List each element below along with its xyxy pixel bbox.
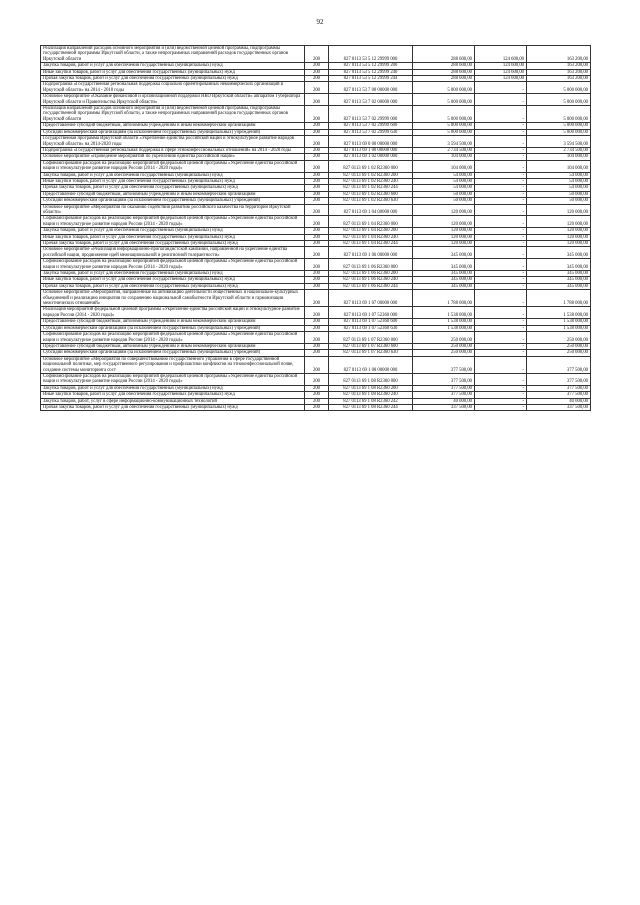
table-row xyxy=(41,247,591,259)
table-row xyxy=(41,94,591,106)
row-amount-federal-cell: - xyxy=(475,178,527,184)
row-amount-regional-cell: 345 000,00 xyxy=(527,277,591,283)
table-row xyxy=(41,307,591,319)
row-amount-federal-cell: - xyxy=(475,271,527,277)
row-amount-total-cell: 1 538 000,00 xyxy=(413,319,475,325)
row-amount-federal-cell: - xyxy=(475,385,527,391)
row-amount-regional-cell: 250 000,00 xyxy=(527,350,591,356)
row-amount-federal-cell: - xyxy=(475,191,527,197)
row-name-cell: Реализация направлений расходов основного мероприятия и (или) ведомственной целевой программы, подпрограммы государственной программы Иркутской области, а также непрограммных направлений расходов государственных органов Иркутской области xyxy=(41,106,305,123)
row-amount-regional-cell: 1 538 000,00 xyxy=(527,307,591,319)
row-name-cell: Софинансирование расходов на реализацию мероприятий федеральной целевой программы «Укрепление единства российской нации и этнокультурное развитие народов России (2014 - 2020 годы)» xyxy=(41,373,305,385)
table-row xyxy=(41,332,591,344)
row-amount-total-cell: 288 600,00 xyxy=(413,46,475,63)
page-number: 92 xyxy=(316,18,324,26)
row-amount-federal-cell: - xyxy=(475,136,527,148)
row-amount-federal-cell: - xyxy=(475,185,527,191)
row-amount-federal-cell: - xyxy=(475,154,527,160)
table-row xyxy=(41,204,591,216)
row-code-cell: 827 0113 53 7 02 29999 600 xyxy=(329,123,413,129)
row-name-cell: Предоставление субсидий бюджетным, автономным учреждениям и иным некоммерческим организациям xyxy=(41,343,305,349)
row-code-cell: 827 0113 69 1 08 00000 000 xyxy=(329,356,413,373)
row-amount-federal-cell: - xyxy=(475,94,527,106)
row-code-cell: 827 0113 69 1 07 R2360 630 xyxy=(329,350,413,356)
table-row xyxy=(41,160,591,172)
row-grbs-cell: 200 xyxy=(305,373,329,385)
row-amount-federal-cell: 124 600,00 xyxy=(475,76,527,82)
row-amount-total-cell: 288 600,00 xyxy=(413,63,475,69)
row-amount-regional-cell: 5 000 000,00 xyxy=(527,82,591,94)
table-row xyxy=(41,136,591,148)
row-name-cell: Основное мероприятие «Мероприятия, направленные на активизацию деятельности общественных и национально-культурных объединений и реализацию инициатив по сохранению национальной самобытности Иркутской области и гармонизации межэтнических отношений» xyxy=(41,290,305,307)
row-name-cell: Субсидии некоммерческим организациям (за исключением государственных (муниципальных) учреждений) xyxy=(41,129,305,135)
row-amount-total-cell: 250 000,00 xyxy=(413,350,475,356)
row-amount-total-cell: 120 000,00 xyxy=(413,216,475,228)
row-amount-federal-cell: - xyxy=(475,373,527,385)
row-amount-total-cell: 5 000 000,00 xyxy=(413,82,475,94)
row-amount-regional-cell: 377 500,00 xyxy=(527,385,591,391)
row-name-cell: Софинансирование расходов на реализацию мероприятий федеральной целевой программы «Укрепление единства российской нации и этнокультурное развитие народов России (2014 - 2020 годы)» xyxy=(41,259,305,271)
row-amount-regional-cell: 120 000,00 xyxy=(527,228,591,234)
row-code-cell: 827 0113 53 7 02 29999 630 xyxy=(329,129,413,135)
row-name-cell: Иные закупки товаров, работ и услуг для обеспечения государственных (муниципальных) нужд xyxy=(41,392,305,398)
row-amount-total-cell: 5 000 000,00 xyxy=(413,129,475,135)
row-amount-total-cell: 2 734 500,00 xyxy=(413,147,475,153)
row-amount-regional-cell: 1 788 000,00 xyxy=(527,290,591,307)
row-amount-regional-cell: 54 000,00 xyxy=(527,185,591,191)
row-name-cell: Софинансирование расходов на реализацию мероприятий федеральной целевой программы «Укрепление единства российской нации и этнокультурное развитие народов России (2014 - 2020 годы)» xyxy=(41,216,305,228)
row-code-cell: 827 0113 69 1 02 R2360 240 xyxy=(329,178,413,184)
row-name-cell: Подпрограмма «Государственная региональная поддержка в сфере этноконфессиональных отношений» на 2014 - 2020 годы xyxy=(41,147,305,153)
row-grbs-cell: 200 xyxy=(305,94,329,106)
row-amount-regional-cell: 1 538 000,00 xyxy=(527,325,591,331)
row-code-cell: 827 0113 69 1 08 R2360 200 xyxy=(329,385,413,391)
row-amount-total-cell: 377 500,00 xyxy=(413,392,475,398)
row-amount-regional-cell: 250 000,00 xyxy=(527,343,591,349)
row-amount-total-cell: 120 000,00 xyxy=(413,241,475,247)
row-name-cell: Прочая закупка товаров, работ и услуг для обеспечения государственных (муниципальных) нужд xyxy=(41,76,305,82)
row-name-cell: Государственная программа Иркутской области «Укрепление единства российской нации и этнокультурное развитие народов Иркутской области» на 2014-2020 годы xyxy=(41,136,305,148)
row-amount-federal-cell: - xyxy=(475,343,527,349)
row-amount-regional-cell: 377 500,00 xyxy=(527,373,591,385)
row-amount-federal-cell: - xyxy=(475,241,527,247)
row-grbs-cell: 200 xyxy=(305,160,329,172)
row-amount-total-cell: 288 600,00 xyxy=(413,69,475,75)
row-code-cell: 827 0113 69 1 00 00000 000 xyxy=(329,147,413,153)
row-amount-regional-cell: 377 500,00 xyxy=(527,356,591,373)
row-name-cell: Предоставление субсидий бюджетным, автономным учреждениям и иным некоммерческим организациям xyxy=(41,319,305,325)
row-amount-regional-cell: 120 000,00 xyxy=(527,216,591,228)
row-amount-regional-cell: 40 000,00 xyxy=(527,398,591,404)
row-grbs-cell: 200 xyxy=(305,241,329,247)
row-amount-regional-cell: 250 000,00 xyxy=(527,332,591,344)
row-amount-regional-cell: 120 000,00 xyxy=(527,234,591,240)
row-code-cell: 827 0113 69 1 07 52360 000 xyxy=(329,307,413,319)
row-amount-federal-cell: - xyxy=(475,129,527,135)
row-amount-federal-cell: - xyxy=(475,204,527,216)
row-grbs-cell: 200 xyxy=(305,216,329,228)
table-row xyxy=(41,216,591,228)
row-amount-federal-cell: 124 600,00 xyxy=(475,46,527,63)
row-grbs-cell: 200 xyxy=(305,271,329,277)
table-row xyxy=(41,76,591,82)
row-amount-regional-cell: 3 594 500,00 xyxy=(527,136,591,148)
table-row xyxy=(41,290,591,307)
row-amount-regional-cell: 50 000,00 xyxy=(527,198,591,204)
row-amount-total-cell: 104 000,00 xyxy=(413,154,475,160)
row-code-cell: 827 0113 69 1 07 52360 600 xyxy=(329,319,413,325)
row-name-cell: Иные закупки товаров, работ и услуг для обеспечения государственных (муниципальных) нужд xyxy=(41,69,305,75)
row-amount-total-cell: 1 788 000,00 xyxy=(413,290,475,307)
row-code-cell: 827 0113 69 1 02 R2360 244 xyxy=(329,185,413,191)
table-row xyxy=(41,63,591,69)
row-grbs-cell: 200 xyxy=(305,46,329,63)
row-name-cell: Субсидии некоммерческим организациям (за исключением государственных (муниципальных) учреждений) xyxy=(41,350,305,356)
row-amount-total-cell: 120 000,00 xyxy=(413,234,475,240)
row-grbs-cell: 200 xyxy=(305,147,329,153)
row-name-cell: Софинансирование расходов на реализацию мероприятий федеральной целевой программы «Укрепление единства российской нации и этнокультурное развитие народов России (2014 - 2020 годы)» xyxy=(41,332,305,344)
row-grbs-cell: 200 xyxy=(305,356,329,373)
row-amount-total-cell: 345 000,00 xyxy=(413,277,475,283)
row-grbs-cell: 200 xyxy=(305,198,329,204)
row-grbs-cell: 200 xyxy=(305,204,329,216)
row-amount-total-cell: 1 538 000,00 xyxy=(413,307,475,319)
row-code-cell: 827 0113 69 1 02 R2360 000 xyxy=(329,160,413,172)
row-amount-total-cell: 288 600,00 xyxy=(413,76,475,82)
row-amount-federal-cell: - xyxy=(475,198,527,204)
row-code-cell: 827 0113 69 1 06 R2360 240 xyxy=(329,277,413,283)
row-amount-federal-cell: - xyxy=(475,307,527,319)
row-code-cell: 827 0113 69 1 07 52360 630 xyxy=(329,325,413,331)
row-grbs-cell: 200 xyxy=(305,136,329,148)
row-code-cell: 827 0113 69 1 02 R2360 200 xyxy=(329,172,413,178)
row-code-cell: 827 0113 53 5 12 29999 200 xyxy=(329,63,413,69)
row-code-cell: 827 0113 69 1 06 00000 000 xyxy=(329,247,413,259)
row-amount-total-cell: 5 000 000,00 xyxy=(413,94,475,106)
row-amount-regional-cell: 345 000,00 xyxy=(527,247,591,259)
row-name-cell: Закупка товаров, работ и услуг для обеспечения государственных (муниципальных) нужд xyxy=(41,172,305,178)
row-amount-total-cell: 120 000,00 xyxy=(413,228,475,234)
row-amount-regional-cell: 2 734 500,00 xyxy=(527,147,591,153)
row-code-cell: 827 0113 69 1 07 R2360 000 xyxy=(329,332,413,344)
row-grbs-cell: 200 xyxy=(305,307,329,319)
row-grbs-cell: 200 xyxy=(305,129,329,135)
row-name-cell: Основное мероприятие «Проведение мероприятий по укреплению единства российской нации» xyxy=(41,154,305,160)
table-row xyxy=(41,404,591,410)
row-amount-total-cell: 250 000,00 xyxy=(413,343,475,349)
row-name-cell: Прочая закупка товаров, работ и услуг для обеспечения государственных (муниципальных) нужд xyxy=(41,283,305,289)
row-name-cell: Реализация направлений расходов основного мероприятия и (или) ведомственной целевой программы, подпрограммы государственной программы Иркутской области, а также непрограммных направлений расходов государственных органов Иркутской области xyxy=(41,46,305,63)
row-amount-regional-cell: 163 200,00 xyxy=(527,76,591,82)
row-amount-federal-cell: - xyxy=(475,82,527,94)
row-amount-federal-cell: - xyxy=(475,123,527,129)
row-amount-regional-cell: 50 000,00 xyxy=(527,191,591,197)
row-code-cell: 827 0113 69 1 07 00000 000 xyxy=(329,290,413,307)
row-code-cell: 827 0113 69 1 07 R2360 600 xyxy=(329,343,413,349)
row-amount-regional-cell: 1 538 000,00 xyxy=(527,319,591,325)
row-grbs-cell: 200 xyxy=(305,343,329,349)
row-name-cell: Закупка товаров, работ, услуг в сфере информационно-коммуникационных технологий xyxy=(41,398,305,404)
row-amount-regional-cell: 120 000,00 xyxy=(527,241,591,247)
row-grbs-cell: 200 xyxy=(305,325,329,331)
row-grbs-cell: 200 xyxy=(305,154,329,160)
budget-table xyxy=(40,45,591,411)
row-name-cell: Субсидии некоммерческим организациям (за исключением государственных (муниципальных) учреждений) xyxy=(41,325,305,331)
row-amount-total-cell: 345 000,00 xyxy=(413,247,475,259)
table-row xyxy=(41,69,591,75)
row-code-cell: 827 0113 69 1 08 R2360 242 xyxy=(329,398,413,404)
row-amount-total-cell: 1 538 000,00 xyxy=(413,325,475,331)
row-code-cell: 827 0113 69 1 06 R2360 200 xyxy=(329,271,413,277)
row-amount-federal-cell: - xyxy=(475,234,527,240)
row-amount-federal-cell: - xyxy=(475,259,527,271)
row-code-cell: 827 0113 69 1 02 00000 000 xyxy=(329,154,413,160)
row-name-cell: Основное мероприятие «Мероприятия по оказанию содействия развитию российского казачества на территории Иркутской области» xyxy=(41,204,305,216)
row-amount-total-cell: 250 000,00 xyxy=(413,332,475,344)
row-amount-federal-cell: - xyxy=(475,332,527,344)
row-grbs-cell: 200 xyxy=(305,319,329,325)
row-name-cell: Закупка товаров, работ и услуг для обеспечения государственных (муниципальных) нужд xyxy=(41,385,305,391)
row-amount-total-cell: 377 500,00 xyxy=(413,385,475,391)
row-amount-federal-cell: - xyxy=(475,160,527,172)
row-code-cell: 827 0113 53 7 02 00000 000 xyxy=(329,94,413,106)
row-code-cell: 827 0113 69 1 08 R2360 244 xyxy=(329,404,413,410)
row-code-cell: 827 0113 69 1 06 R2360 244 xyxy=(329,283,413,289)
row-grbs-cell: 200 xyxy=(305,332,329,344)
row-code-cell: 827 0113 53 7 00 00000 000 xyxy=(329,82,413,94)
row-amount-total-cell: 377 500,00 xyxy=(413,373,475,385)
row-amount-total-cell: 50 000,00 xyxy=(413,198,475,204)
row-grbs-cell: 200 xyxy=(305,392,329,398)
table-row xyxy=(41,106,591,123)
row-amount-regional-cell: 345 000,00 xyxy=(527,283,591,289)
row-amount-total-cell: 5 000 000,00 xyxy=(413,106,475,123)
row-amount-federal-cell: - xyxy=(475,356,527,373)
row-amount-total-cell: 337 500,00 xyxy=(413,404,475,410)
row-name-cell: Закупка товаров, работ и услуг для обеспечения государственных (муниципальных) нужд xyxy=(41,271,305,277)
row-amount-regional-cell: 345 000,00 xyxy=(527,271,591,277)
row-amount-federal-cell: - xyxy=(475,325,527,331)
row-amount-regional-cell: 54 000,00 xyxy=(527,178,591,184)
row-amount-regional-cell: 377 500,00 xyxy=(527,392,591,398)
row-amount-federal-cell: - xyxy=(475,147,527,153)
row-amount-federal-cell: - xyxy=(475,398,527,404)
row-grbs-cell: 200 xyxy=(305,123,329,129)
row-name-cell: Софинансирование расходов на реализацию мероприятий федеральной целевой программы «Укрепление единства российской нации и этнокультурное развитие народов России (2014 - 2020 годы)» xyxy=(41,160,305,172)
row-grbs-cell: 200 xyxy=(305,191,329,197)
row-grbs-cell: 200 xyxy=(305,290,329,307)
table-row xyxy=(41,356,591,373)
row-name-cell: Прочая закупка товаров, работ и услуг для обеспечения государственных (муниципальных) нужд xyxy=(41,185,305,191)
row-amount-total-cell: 40 000,00 xyxy=(413,398,475,404)
row-code-cell: 827 0113 53 7 02 29999 000 xyxy=(329,106,413,123)
row-amount-federal-cell: - xyxy=(475,247,527,259)
row-amount-federal-cell: - xyxy=(475,106,527,123)
row-grbs-cell: 200 xyxy=(305,172,329,178)
row-amount-federal-cell: - xyxy=(475,319,527,325)
row-name-cell: Основное мероприятие «Оказание финансовой и организационной поддержки НКО Иркутской области» аппаратом Губернатора Иркутской области и Правительства Иркутской области» xyxy=(41,94,305,106)
row-name-cell: Прочая закупка товаров, работ и услуг для обеспечения государственных (муниципальных) нужд xyxy=(41,404,305,410)
row-amount-federal-cell: - xyxy=(475,283,527,289)
row-amount-federal-cell: - xyxy=(475,290,527,307)
row-grbs-cell: 200 xyxy=(305,234,329,240)
row-amount-federal-cell: - xyxy=(475,277,527,283)
row-amount-total-cell: 377 500,00 xyxy=(413,356,475,373)
row-code-cell: 827 0113 53 5 12 29999 240 xyxy=(329,69,413,75)
row-code-cell: 827 0113 69 1 02 R2360 600 xyxy=(329,191,413,197)
row-name-cell: Предоставление субсидий бюджетным, автономным учреждениям и иным некоммерческим организациям xyxy=(41,123,305,129)
row-amount-federal-cell: - xyxy=(475,172,527,178)
row-grbs-cell: 200 xyxy=(305,404,329,410)
row-grbs-cell: 200 xyxy=(305,82,329,94)
row-amount-federal-cell: 124 600,00 xyxy=(475,63,527,69)
row-amount-total-cell: 5 000 000,00 xyxy=(413,123,475,129)
row-amount-total-cell: 54 000,00 xyxy=(413,172,475,178)
row-code-cell: 827 0113 69 1 04 R2360 240 xyxy=(329,234,413,240)
row-amount-regional-cell: 104 000,00 xyxy=(527,160,591,172)
row-amount-regional-cell: 104 000,00 xyxy=(527,154,591,160)
row-grbs-cell: 200 xyxy=(305,247,329,259)
row-code-cell: 827 0113 53 5 12 29999 244 xyxy=(329,76,413,82)
row-amount-regional-cell: 5 000 000,00 xyxy=(527,94,591,106)
row-name-cell: Закупка товаров, работ и услуг для обеспечения государственных (муниципальных) нужд xyxy=(41,228,305,234)
row-name-cell: Закупка товаров, работ и услуг для обеспечения государственных (муниципальных) нужд xyxy=(41,63,305,69)
row-code-cell: 827 0113 69 1 02 R2360 630 xyxy=(329,198,413,204)
row-amount-total-cell: 50 000,00 xyxy=(413,191,475,197)
row-name-cell: Субсидии некоммерческим организациям (за исключением государственных (муниципальных) учреждений) xyxy=(41,198,305,204)
table-row xyxy=(41,259,591,271)
row-code-cell: 827 0113 69 1 04 00000 000 xyxy=(329,204,413,216)
row-name-cell: Предоставление субсидий бюджетным, автономным учреждениям и иным некоммерческим организациям xyxy=(41,191,305,197)
row-amount-total-cell: 54 000,00 xyxy=(413,178,475,184)
row-grbs-cell: 200 xyxy=(305,185,329,191)
row-grbs-cell: 200 xyxy=(305,350,329,356)
row-grbs-cell: 200 xyxy=(305,106,329,123)
row-amount-regional-cell: 163 200,00 xyxy=(527,63,591,69)
row-name-cell: Прочая закупка товаров, работ и услуг для обеспечения государственных (муниципальных) нужд xyxy=(41,241,305,247)
row-amount-total-cell: 54 000,00 xyxy=(413,185,475,191)
row-amount-regional-cell: 54 000,00 xyxy=(527,172,591,178)
row-amount-federal-cell: - xyxy=(475,228,527,234)
row-amount-federal-cell: - xyxy=(475,404,527,410)
row-code-cell: 827 0113 53 5 12 29999 000 xyxy=(329,46,413,63)
row-code-cell: 827 0113 69 1 06 R2360 000 xyxy=(329,259,413,271)
row-name-cell: Иные закупки товаров, работ и услуг для обеспечения государственных (муниципальных) нужд xyxy=(41,277,305,283)
row-amount-federal-cell: 124 600,00 xyxy=(475,69,527,75)
row-amount-regional-cell: 163 200,00 xyxy=(527,46,591,63)
row-name-cell: Иные закупки товаров, работ и услуг для обеспечения государственных (муниципальных) нужд xyxy=(41,178,305,184)
row-name-cell: Иные закупки товаров, работ и услуг для обеспечения государственных (муниципальных) нужд xyxy=(41,234,305,240)
row-grbs-cell: 200 xyxy=(305,69,329,75)
row-amount-total-cell: 345 000,00 xyxy=(413,259,475,271)
row-code-cell: 827 0113 69 0 00 00000 000 xyxy=(329,136,413,148)
row-amount-regional-cell: 345 000,00 xyxy=(527,259,591,271)
row-amount-regional-cell: 120 000,00 xyxy=(527,204,591,216)
row-amount-federal-cell: - xyxy=(475,392,527,398)
row-grbs-cell: 200 xyxy=(305,283,329,289)
row-amount-total-cell: 345 000,00 xyxy=(413,271,475,277)
row-code-cell: 827 0113 69 1 08 R2360 000 xyxy=(329,373,413,385)
row-amount-regional-cell: 5 000 000,00 xyxy=(527,123,591,129)
budget-table-body xyxy=(41,46,591,411)
row-code-cell: 827 0113 69 1 08 R2360 240 xyxy=(329,392,413,398)
row-amount-total-cell: 104 000,00 xyxy=(413,160,475,172)
row-amount-regional-cell: 337 500,00 xyxy=(527,404,591,410)
row-amount-regional-cell: 163 200,00 xyxy=(527,69,591,75)
row-grbs-cell: 200 xyxy=(305,385,329,391)
row-amount-regional-cell: 5 000 000,00 xyxy=(527,129,591,135)
row-grbs-cell: 200 xyxy=(305,259,329,271)
row-amount-total-cell: 120 000,00 xyxy=(413,204,475,216)
row-grbs-cell: 200 xyxy=(305,63,329,69)
row-grbs-cell: 200 xyxy=(305,398,329,404)
row-code-cell: 827 0113 69 1 04 R2360 200 xyxy=(329,228,413,234)
row-amount-federal-cell: - xyxy=(475,350,527,356)
row-name-cell: Реализация мероприятий федеральной целевой программы «Укрепление единства российской нации и этнокультурное развитие народов России (2014 - 2020 годы)» xyxy=(41,307,305,319)
row-name-cell: Подпрограмма «Государственная региональная поддержка социально ориентированных некоммерческих организаций в Иркутской области» на 2014 - 2018 годы xyxy=(41,82,305,94)
table-row xyxy=(41,46,591,63)
row-code-cell: 827 0113 69 1 04 R2360 000 xyxy=(329,216,413,228)
table-row xyxy=(41,82,591,94)
row-amount-federal-cell: - xyxy=(475,216,527,228)
row-code-cell: 827 0113 69 1 04 R2360 244 xyxy=(329,241,413,247)
row-name-cell: Основное мероприятие «Реализация информационно-пропагандистской кампании, направленной на укрепление единства российской нации, продвижение идей межнациональной и религиозной толерантности» xyxy=(41,247,305,259)
table-row xyxy=(41,373,591,385)
row-grbs-cell: 200 xyxy=(305,277,329,283)
row-name-cell: Основное мероприятие «Мероприятия по совершенствованию государственного управления в сфере государственной национальной политики, мер государственного регулирования и профилактики конфликтов на этноконфессиональной почве, создание системы мониторинга сост xyxy=(41,356,305,373)
row-grbs-cell: 200 xyxy=(305,76,329,82)
row-amount-total-cell: 345 000,00 xyxy=(413,283,475,289)
row-amount-regional-cell: 5 000 000,00 xyxy=(527,106,591,123)
row-amount-total-cell: 3 594 500,00 xyxy=(413,136,475,148)
row-grbs-cell: 200 xyxy=(305,228,329,234)
row-grbs-cell: 200 xyxy=(305,178,329,184)
